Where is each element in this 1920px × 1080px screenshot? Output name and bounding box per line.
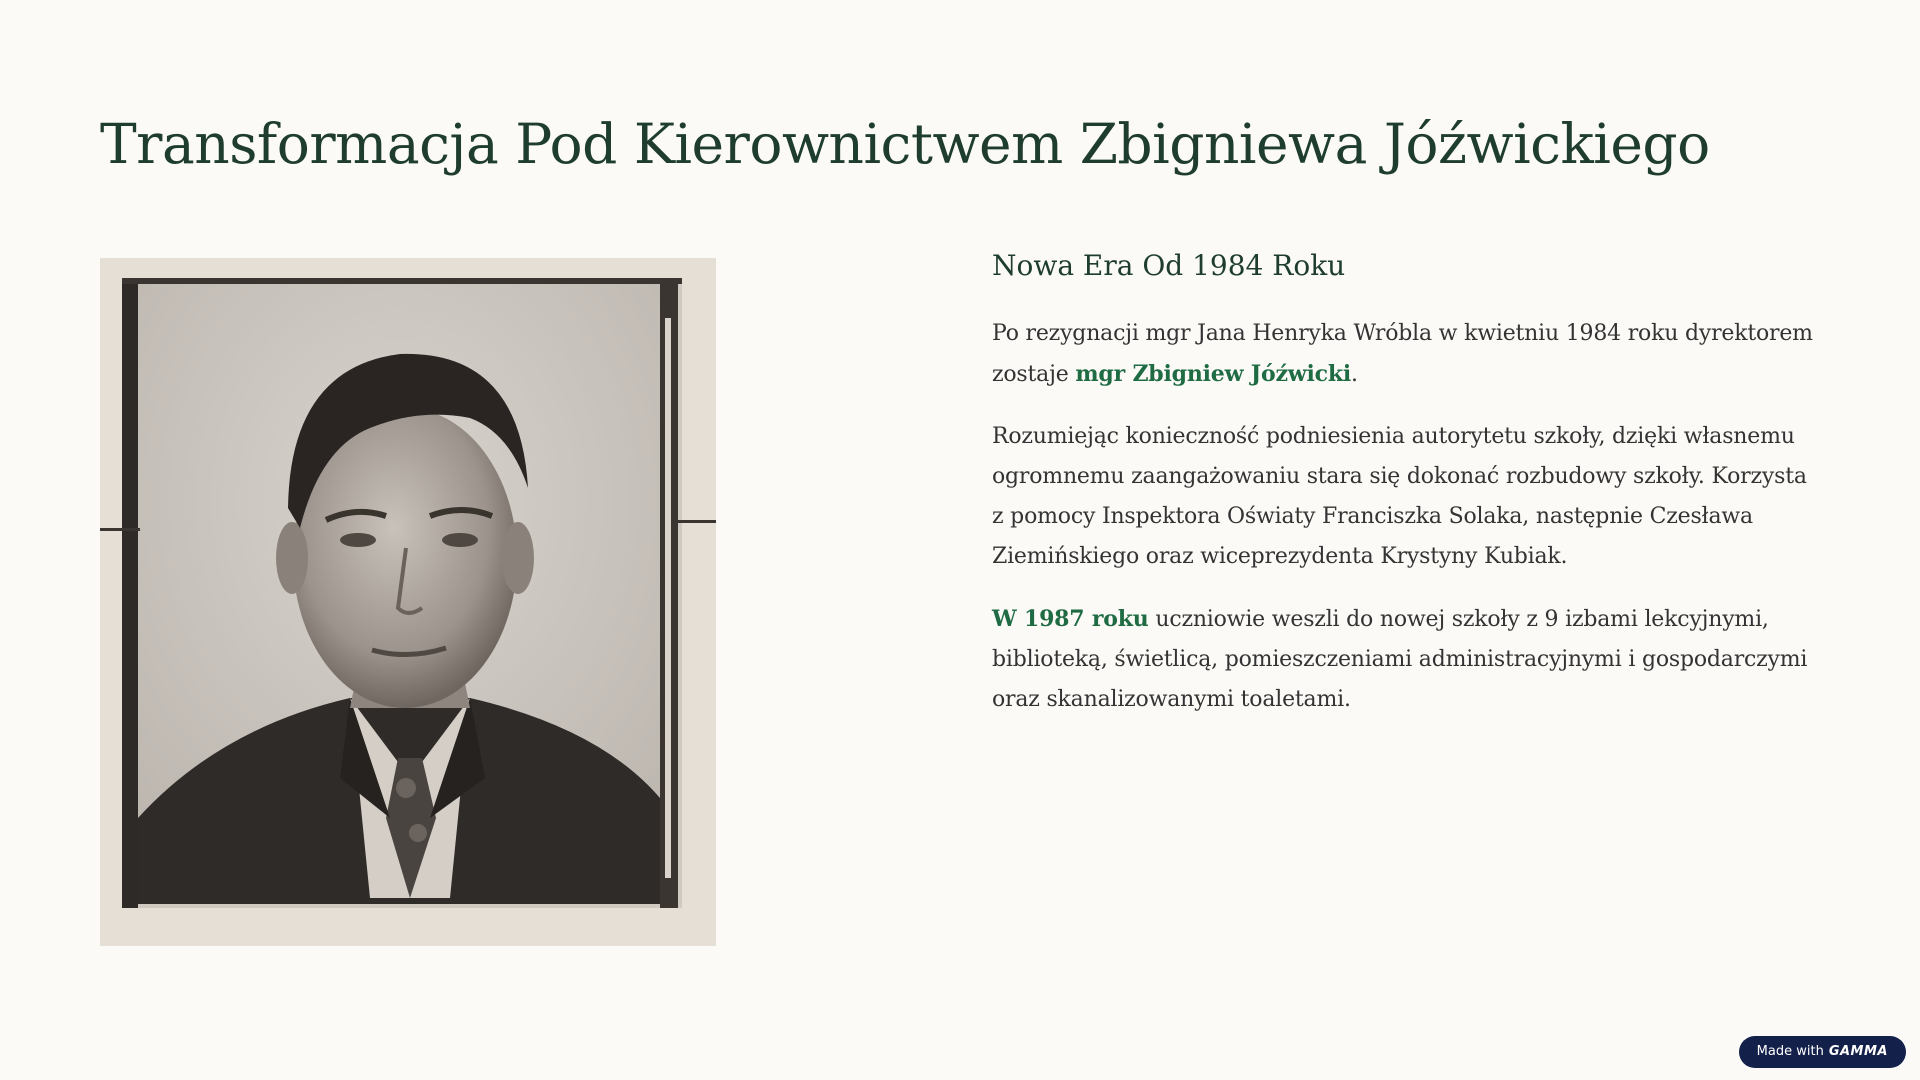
badge-label: Made with (1756, 1044, 1824, 1059)
made-with-gamma-badge[interactable] (1739, 1036, 1906, 1068)
section-subtitle: Nowa Era Od 1984 Roku (992, 249, 1346, 282)
director-name-highlight: mgr Zbigniew Jóźwicki (1075, 361, 1352, 387)
paragraph-appointment (992, 314, 1822, 395)
paragraph-appointment-end: . (1351, 362, 1358, 387)
page-title: Transformacja Pod Kierownictwem Zbigniewa Jóźwickiego (100, 112, 1710, 176)
paragraph-new-school (992, 599, 1822, 720)
paragraph-expansion: Rozumiejąc konieczność podniesienia autorytetu szkoły, dzięki własnemu ogromnemu zaangażowaniu stara się dokonać rozbudowy szkoły. Korzysta z pomocy Inspektora Oświaty Franciszka Solaka, następnie Czesława Ziemińskiego oraz wiceprezydenta Krystyny Kubiak. (992, 424, 1807, 569)
gamma-logo: GAMMA (1828, 1044, 1888, 1059)
content-column (992, 246, 1822, 742)
portrait-illustration (100, 258, 716, 946)
portrait-photo (100, 258, 716, 946)
paragraph-new-school-text: uczniowie weszli do nowej szkoły z 9 izbami lekcyjnymi, biblioteką, świetlicą, pomieszczeniami administracyjnymi i gospodarczymi oraz skanalizowanymi toaletami. (992, 607, 1808, 712)
paragraph-appointment-text: Po rezygnacji mgr Jana Henryka Wróbla w kwietniu 1984 roku dyrektorem zostaje (992, 321, 1813, 387)
year-highlight: W 1987 roku (992, 606, 1149, 632)
